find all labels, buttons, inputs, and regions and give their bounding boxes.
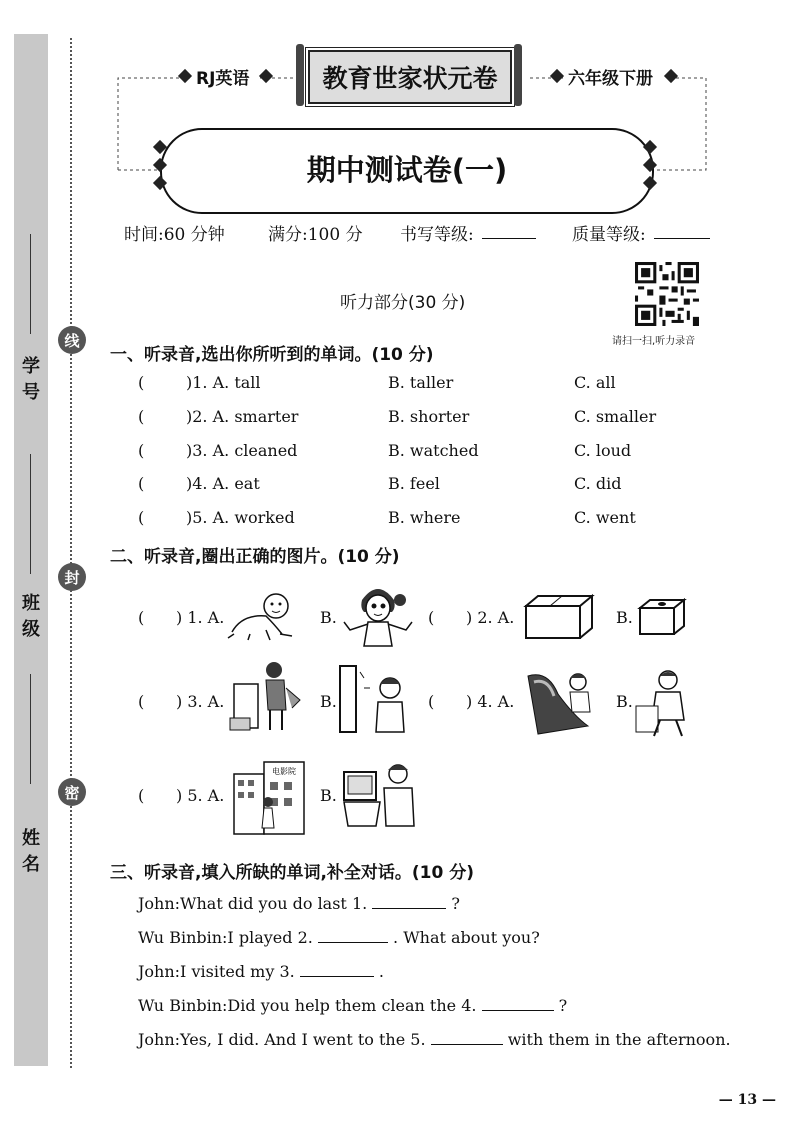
dialogue-text: ? <box>451 894 460 913</box>
picture-option-a: ) 5. A. <box>176 786 225 805</box>
subject-tag: RJ英语 <box>196 69 250 89</box>
picture-option-a: ) 4. A. <box>466 692 515 711</box>
fill-blank-5[interactable] <box>431 1028 503 1045</box>
picture-option-a: ) 2. A. <box>466 608 515 627</box>
cleaning-picture[interactable] <box>518 666 600 736</box>
answer-paren[interactable]: ( <box>428 692 435 711</box>
picture-option-b: B. <box>616 692 633 711</box>
answer-paren[interactable]: ( <box>138 407 145 426</box>
fill-blank-2[interactable] <box>318 926 388 943</box>
picture-option-b: B. <box>320 692 337 711</box>
picture-option-a: ) 3. A. <box>176 692 225 711</box>
scroll-rod-left <box>296 44 304 106</box>
option-a: )5. A. worked <box>186 508 295 527</box>
answer-paren[interactable]: ( <box>138 474 145 493</box>
answer-paren[interactable]: ( <box>138 786 145 805</box>
picture-option-b: B. <box>320 786 337 805</box>
watching-tv-picture[interactable] <box>334 662 412 734</box>
quality-grade-blank[interactable] <box>654 238 710 239</box>
fill-blank-1[interactable] <box>372 892 446 909</box>
option-a: )2. A. smarter <box>186 407 299 426</box>
name-label: 姓名 <box>22 828 40 875</box>
dialogue-line-1 <box>138 892 460 913</box>
banner-scroll <box>296 44 522 108</box>
answer-paren[interactable]: ( <box>138 692 145 711</box>
option-a: )4. A. eat <box>186 474 260 493</box>
big-box-picture[interactable] <box>522 592 596 642</box>
seal-line: 线 <box>58 326 86 354</box>
dialogue-text: . <box>378 962 385 981</box>
time-info: 时间:60 分钟 <box>124 225 225 245</box>
answer-paren[interactable]: ( <box>428 608 435 627</box>
washing-clothes-picture[interactable] <box>226 660 304 734</box>
seal-seal: 封 <box>58 563 86 591</box>
qr-code-icon[interactable] <box>635 262 699 326</box>
option-b: B. shorter <box>388 407 470 426</box>
dialogue-text: Wu Binbin:Did you help them clean the 4. <box>138 996 477 1015</box>
answer-paren[interactable]: ( <box>138 508 145 527</box>
dialogue-text: with them in the afternoon. <box>507 1030 731 1049</box>
student-no-label: 学号 <box>22 356 40 403</box>
dialogue-text: ? <box>558 996 568 1015</box>
fill-blank-4[interactable] <box>482 994 554 1011</box>
exam-title: 期中测试卷(一) <box>306 153 508 187</box>
picture-option-a: ) 1. A. <box>176 608 225 627</box>
option-b: B. watched <box>388 441 479 460</box>
qr-caption: 请扫一扫,听力录音 <box>612 336 696 347</box>
option-c: C. all <box>574 373 616 392</box>
option-c: C. went <box>574 508 636 527</box>
option-c: C. did <box>574 474 622 493</box>
scroll-rod-right <box>514 44 522 106</box>
page-number: — 13 — <box>718 1092 776 1108</box>
answer-paren[interactable]: ( <box>138 441 145 460</box>
cinema-sign: 电影院 <box>272 767 296 776</box>
cinema-picture[interactable] <box>230 758 310 842</box>
picture-option-b: B. <box>320 608 337 627</box>
part1-heading: 一、听录音,选出你所听到的单词。(10 分) <box>110 345 434 365</box>
dialogue-line-3 <box>138 960 384 981</box>
dialogue-line-4 <box>138 994 567 1015</box>
binding-strip <box>14 34 48 1066</box>
writing-grade-blank[interactable] <box>482 238 536 239</box>
answer-paren[interactable]: ( <box>138 608 145 627</box>
girl-picture[interactable] <box>340 578 416 648</box>
writing-grade-label: 书写等级: <box>400 225 474 245</box>
small-box-picture[interactable] <box>636 596 688 638</box>
name-line <box>30 674 31 784</box>
quality-grade-label: 质量等级: <box>572 225 646 245</box>
grade-tag: 六年级下册 <box>568 69 653 89</box>
dialogue-text: . What about you? <box>393 928 540 947</box>
crawling-baby-picture[interactable] <box>222 590 302 642</box>
dialogue-line-5 <box>138 1028 731 1049</box>
option-b: B. feel <box>388 474 440 493</box>
part3-heading: 三、听录音,填入所缺的单词,补全对话。(10 分) <box>110 863 475 883</box>
computer-picture[interactable] <box>340 760 418 830</box>
option-a: )3. A. cleaned <box>186 441 298 460</box>
class-line-top <box>30 454 31 574</box>
option-a: )1. A. tall <box>186 373 261 392</box>
washing-picture[interactable] <box>632 666 694 738</box>
answer-paren[interactable]: ( <box>138 373 145 392</box>
option-c: C. loud <box>574 441 632 460</box>
student-no-line <box>30 234 31 334</box>
class-label: 班级 <box>22 593 40 640</box>
score-info: 满分:100 分 <box>268 225 363 245</box>
fill-blank-3[interactable] <box>300 960 374 977</box>
dialogue-line-2 <box>138 926 540 947</box>
option-b: B. taller <box>388 373 454 392</box>
option-b: B. where <box>388 508 461 527</box>
dialogue-text: John:Yes, I did. And I went to the 5. <box>138 1030 426 1049</box>
listening-heading: 听力部分(30 分) <box>340 293 466 313</box>
dialogue-text: John:What did you do last 1. <box>138 894 368 913</box>
dialogue-text: Wu Binbin:I played 2. <box>138 928 313 947</box>
dialogue-text: John:I visited my 3. <box>138 962 295 981</box>
part2-heading: 二、听录音,圈出正确的图片。(10 分) <box>110 547 400 567</box>
cut-line <box>70 38 72 1068</box>
picture-option-b: B. <box>616 608 633 627</box>
seal-secret: 密 <box>58 778 86 806</box>
option-c: C. smaller <box>574 407 657 426</box>
banner-title: 教育世家状元卷 <box>308 50 512 104</box>
